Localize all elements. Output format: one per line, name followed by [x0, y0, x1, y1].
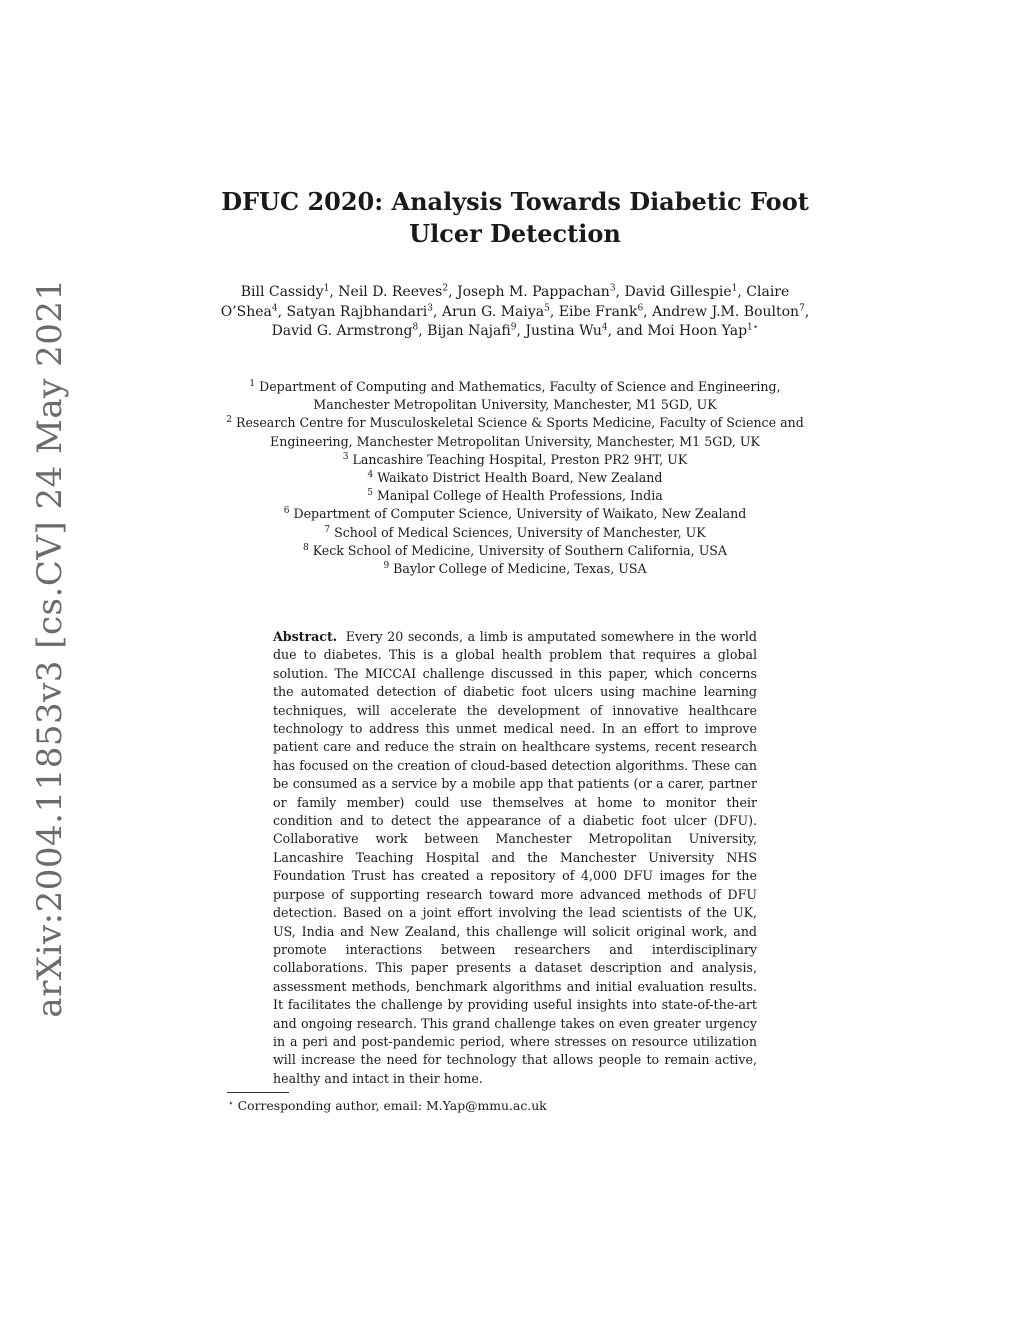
affiliation-number: 3 [342, 451, 349, 462]
author-affiliation-mark: 6 [637, 302, 644, 313]
author-list [215, 283, 815, 342]
author-affiliation-mark: 5 [544, 302, 550, 313]
author-affiliation-mark: 3 [609, 283, 616, 294]
footnote-rule [227, 1092, 289, 1093]
author-name: Satyan Rajbhandari [286, 303, 428, 320]
footnote [228, 1096, 547, 1114]
author-name: Neil D. Reeves [338, 284, 443, 300]
affiliation-text: Research Centre for Musculoskeletal Science & Sports Medicine, Faculty of Science and Engineering, Manchester Metropolitan University, Manchester, M1 5GD, UK [231, 415, 804, 449]
affiliation-item [215, 451, 815, 469]
paper-title [180, 186, 850, 250]
author-affiliation-mark: 9 [510, 322, 517, 333]
author-separator: , [329, 284, 339, 300]
author-affiliation-mark: 2 [442, 283, 449, 294]
affiliation-item [215, 524, 815, 542]
affiliation-list [215, 378, 815, 578]
affiliation-item [215, 469, 815, 487]
author-separator: , [804, 303, 810, 320]
author-affiliation-mark: 1 [731, 283, 738, 294]
affiliation-text: Department of Computing and Mathematics, Faculty of Science and Engineering, Manchester Metropolitan University, Manchester, M1 5GD, UK [255, 379, 781, 413]
footnote-text: Corresponding author, email: M.Yap@mmu.ac.uk [237, 1098, 547, 1113]
author-name: Joseph M. Pappachan [457, 284, 610, 300]
author-separator: , [418, 323, 428, 339]
affiliation-text: School of Medical Sciences, University of Manchester, UK [330, 524, 706, 540]
affiliation-item [215, 560, 815, 578]
author-affiliation-mark: 4 [601, 322, 608, 333]
author-separator: , [615, 284, 625, 300]
arxiv-identifier: arXiv:2004.11853v3 [cs.CV] 24 May 2021 [30, 278, 70, 1018]
author-separator: , [549, 303, 559, 320]
affiliation-item [215, 542, 815, 560]
affiliation-text: Manipal College of Health Professions, India [372, 488, 663, 504]
affiliation-text: Lancashire Teaching Hospital, Preston PR2 9HT, UK [348, 451, 688, 467]
author-affiliation-mark: 1 [323, 283, 330, 294]
title-line-2: Ulcer Detection [409, 219, 621, 248]
affiliation-number: 1 [249, 378, 256, 389]
affiliation-number: 2 [226, 415, 232, 426]
author-separator: , [737, 284, 747, 300]
affiliation-item [215, 505, 815, 523]
author-name: Justina Wu [525, 323, 602, 339]
author-separator: , [277, 303, 287, 320]
author-separator: , [432, 303, 442, 320]
footnote-mark: ⋆ [228, 1099, 234, 1109]
author-name: David G. Armstrong [271, 323, 413, 339]
author-separator: , [643, 303, 653, 320]
affiliation-item [215, 487, 815, 505]
affiliation-number: 9 [383, 560, 390, 571]
author-separator: , [516, 323, 526, 339]
author-name: Andrew J.M. Boulton [652, 303, 800, 320]
affiliation-text: Baylor College of Medicine, Texas, USA [389, 561, 647, 577]
author-affiliation-mark: 1⋆ [747, 322, 759, 333]
author-affiliation-mark: 7 [799, 302, 805, 313]
author-name: David Gillespie [624, 284, 732, 300]
abstract [273, 628, 757, 1088]
affiliation-text: Waikato District Health Board, New Zealand [373, 470, 663, 486]
title-line-1: DFUC 2020: Analysis Towards Diabetic Foot [221, 187, 809, 216]
author-name: Bill Cassidy [240, 284, 324, 300]
abstract-text: Every 20 seconds, a limb is amputated somewhere in the world due to diabetes. This is a global health problem that requires a global solution. The MICCAI challenge discussed in this paper, which concerns the automated detection of diabetic foot ulcers using machine learning techniques, will accelerate the development of innovative healthcare technology to address this unmet medical need. In an effort to improve patient care and reduce the strain on healthcare systems, recent research has focused on the creation of cloud-based detection algorithms. These can be consumed as a service by a mobile app that patients (or a carer, partner or family member) could use themselves at home to monitor their condition and to detect the appearance of a diabetic foot ulcer (DFU). Collaborative work between Manchester Metropolitan University, Lancashire Teaching Hospital and the Manchester University NHS Foundation Trust has created a repository of 4,000 DFU images for the purpose of supporting research toward more advanced methods of DFU detection. Based on a joint effort involving the lead scientists of the UK, US, India and New Zealand, this challenge will solicit original work, and promote interactions between researchers and interdisciplinary collaborations. This paper presents a dataset description and analysis, assessment methods, benchmark algorithms and initial evaluation results. It facilitates the challenge by providing useful insights into state-of-the-art and ongoing research. This grand challenge takes on even greater urgency in a peri and post-pandemic period, where stresses on resource utilization will increase the need for technology that allows people to remain active, healthy and intact in their home. [273, 629, 757, 1086]
affiliation-number: 6 [283, 506, 290, 517]
author-affiliation-mark: 8 [412, 322, 419, 333]
author-name: Eibe Frank [558, 303, 638, 320]
author-separator: , [448, 284, 457, 300]
affiliation-text: Keck School of Medicine, University of Southern California, USA [308, 542, 728, 558]
affiliation-number: 8 [302, 542, 309, 553]
author-affiliation-mark: 4 [271, 302, 278, 313]
affiliation-item [215, 414, 815, 450]
author-name: Bijan Najafi [427, 323, 511, 339]
author-separator: , and [607, 323, 648, 339]
author-affiliation-mark: 3 [427, 302, 433, 313]
affiliation-number: 4 [367, 469, 374, 480]
affiliation-text: Department of Computer Science, University of Waikato, New Zealand [289, 506, 747, 522]
author-name: Moi Hoon Yap [647, 323, 748, 339]
affiliation-number: 7 [324, 524, 331, 535]
author-name: Arun G. Maiya [441, 303, 545, 320]
abstract-label: Abstract. [273, 629, 338, 644]
affiliation-number: 5 [367, 488, 373, 499]
author-name: Claire O’Shea [220, 284, 790, 320]
affiliation-item [215, 378, 815, 414]
